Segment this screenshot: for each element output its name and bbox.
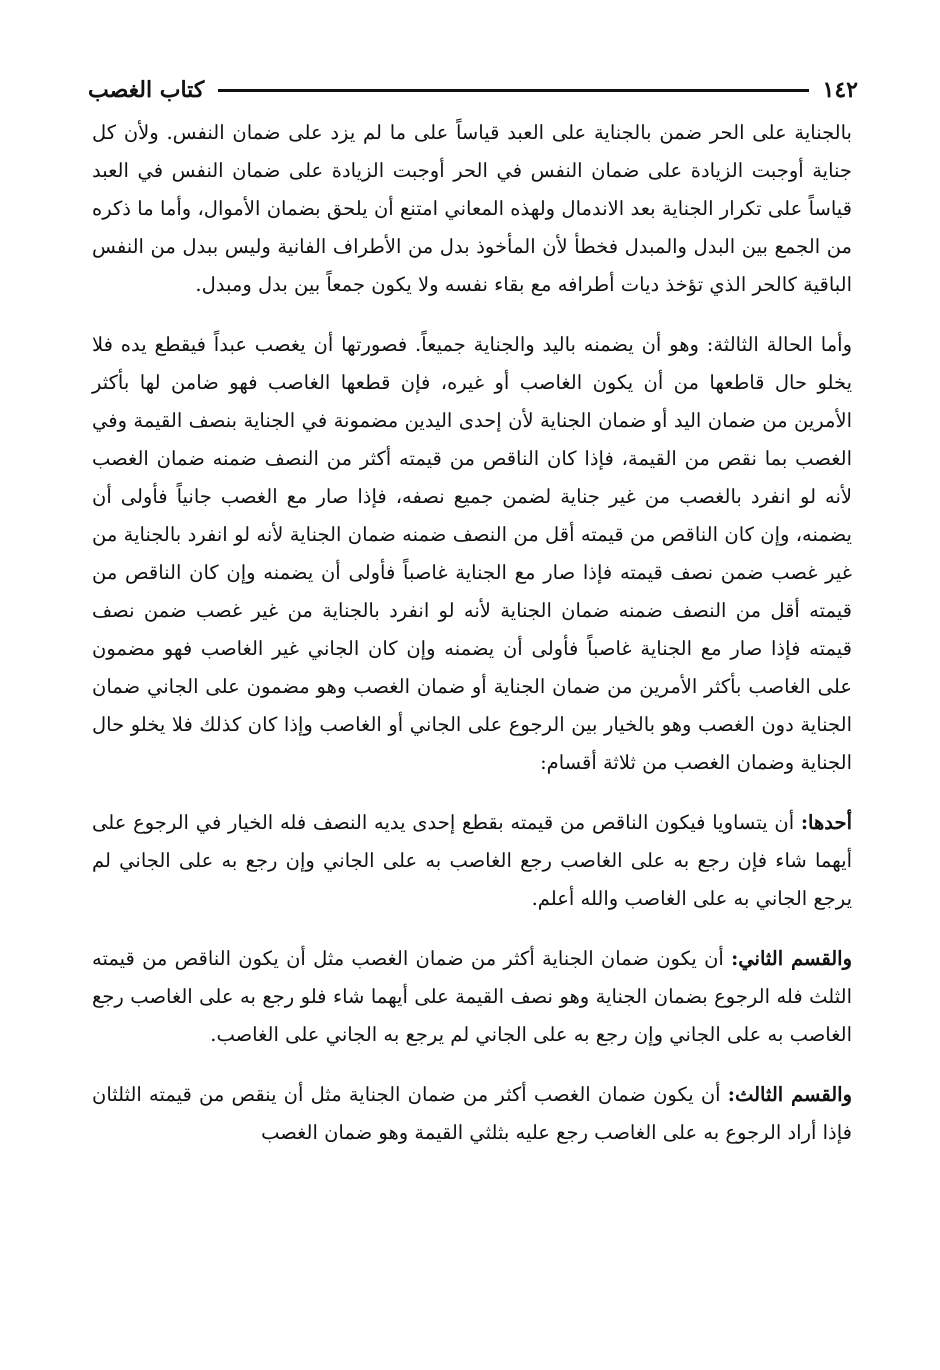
paragraph-text: أن يكون ضمان الجناية أكثر من ضمان الغصب مثل أن يكون الناقص من قيمته الثلث فله الرجوع بضمان الجناية وهو نصف القيمة على أيهما شاء فلو رجع به على الغاصب رجع الغاصب به على الجاني وإن رجع به على الجاني لم يرجع به الجاني على الغاصب. (92, 947, 852, 1046)
paragraph-lead: والقسم الثاني: (731, 947, 852, 970)
paragraph-text: وأما الحالة الثالثة: وهو أن يضمنه باليد والجناية جميعاً. فصورتها أن يغصب عبداً فيقطع يده فلا يخلو حال قاطعها من أن يكون الغاصب أو غيره، فإن قطعها الغاصب فهو ضامن لها بأكثر الأمرين من ضمان اليد أو ضمان الجناية لأن إحدى اليدين مضمونة في الجناية بنصف القيمة وفي الغصب بما نقص من القيمة، فإذا كان الناقص من قيمته أكثر من النصف ضمنه ضمان الغصب لأنه لو انفرد بالغصب من غير جناية لضمن جميع نصفه، فإذا صار مع الغصب جانياً فأولى أن يضمنه، وإن كان الناقص من قيمته أقل من النصف ضمنه ضمان الجناية لأنه لو انفرد بالجناية من غير غصب ضمن نصف قيمته فإذا صار مع الجناية غاصباً فأولى أن يضمنه وإن كان الناقص من قيمته أقل من النصف ضمنه ضمان الجناية لأنه لو انفرد بالجناية من غير غصب ضمن نصف قيمته فإذا صار مع الجناية غاصباً فأولى أن يضمنه وإن كان الجاني غير الغاصب فهو مضمون على الغاصب بأكثر الأمرين من ضمان الجناية أو ضمان الغصب وهو مضمون على الجاني ضمان الجناية دون الغصب وهو بالخيار بين الرجوع على الجاني أو الغاصب وإذا كان كذلك فلا يخلو حال الجناية وضمان الغصب من ثلاثة أقسام: (92, 333, 852, 774)
paragraph-text: أن يكون ضمان الغصب أكثر من ضمان الجناية مثل أن ينقص من قيمته الثلثان فإذا أراد الرجوع به على الغاصب رجع عليه بثلثي القيمة وهو ضمان الغصب (92, 1083, 852, 1144)
body-text (92, 114, 852, 1152)
paragraph-text: أن يتساويا فيكون الناقص من قيمته بقطع إحدى يديه النصف فله الخيار في الرجوع على أيهما شاء فإن رجع به على الغاصب رجع الغاصب به على الجاني وإن رجع به على الجاني لم يرجع الجاني به على الغاصب والله أعلم. (92, 811, 852, 910)
page-number: ١٤٢ (822, 77, 858, 103)
paragraph (92, 326, 852, 782)
paragraph (92, 940, 852, 1054)
paragraph-lead: أحدها: (800, 811, 852, 834)
header-rule (218, 89, 808, 92)
book-title: كتاب الغصب (88, 77, 205, 103)
paragraph-lead: والقسم الثالث: (727, 1083, 852, 1106)
running-header (88, 70, 858, 110)
paragraph (92, 804, 852, 918)
paragraph (92, 1076, 852, 1152)
paragraph (92, 114, 852, 304)
paragraph-text: بالجناية على الحر ضمن بالجناية على العبد قياساً على ما لم يزد على ضمان النفس. ولأن كل جناية أوجبت الزيادة على ضمان النفس في الحر أوجبت الزيادة على ضمان النفس في العبد قياساً على تكرار الجناية بعد الاندمال ولهذه المعاني امتنع أن يلحق بضمان الأموال، وأما ما ذكره من الجمع بين البدل والمبدل فخطأ لأن المأخوذ بدل من الأطراف الفانية وليس ببدل من النفس الباقية كالحر الذي تؤخذ ديات أطرافه مع بقاء نفسه ولا يكون جمعاً بين بدل ومبدل. (92, 121, 852, 296)
